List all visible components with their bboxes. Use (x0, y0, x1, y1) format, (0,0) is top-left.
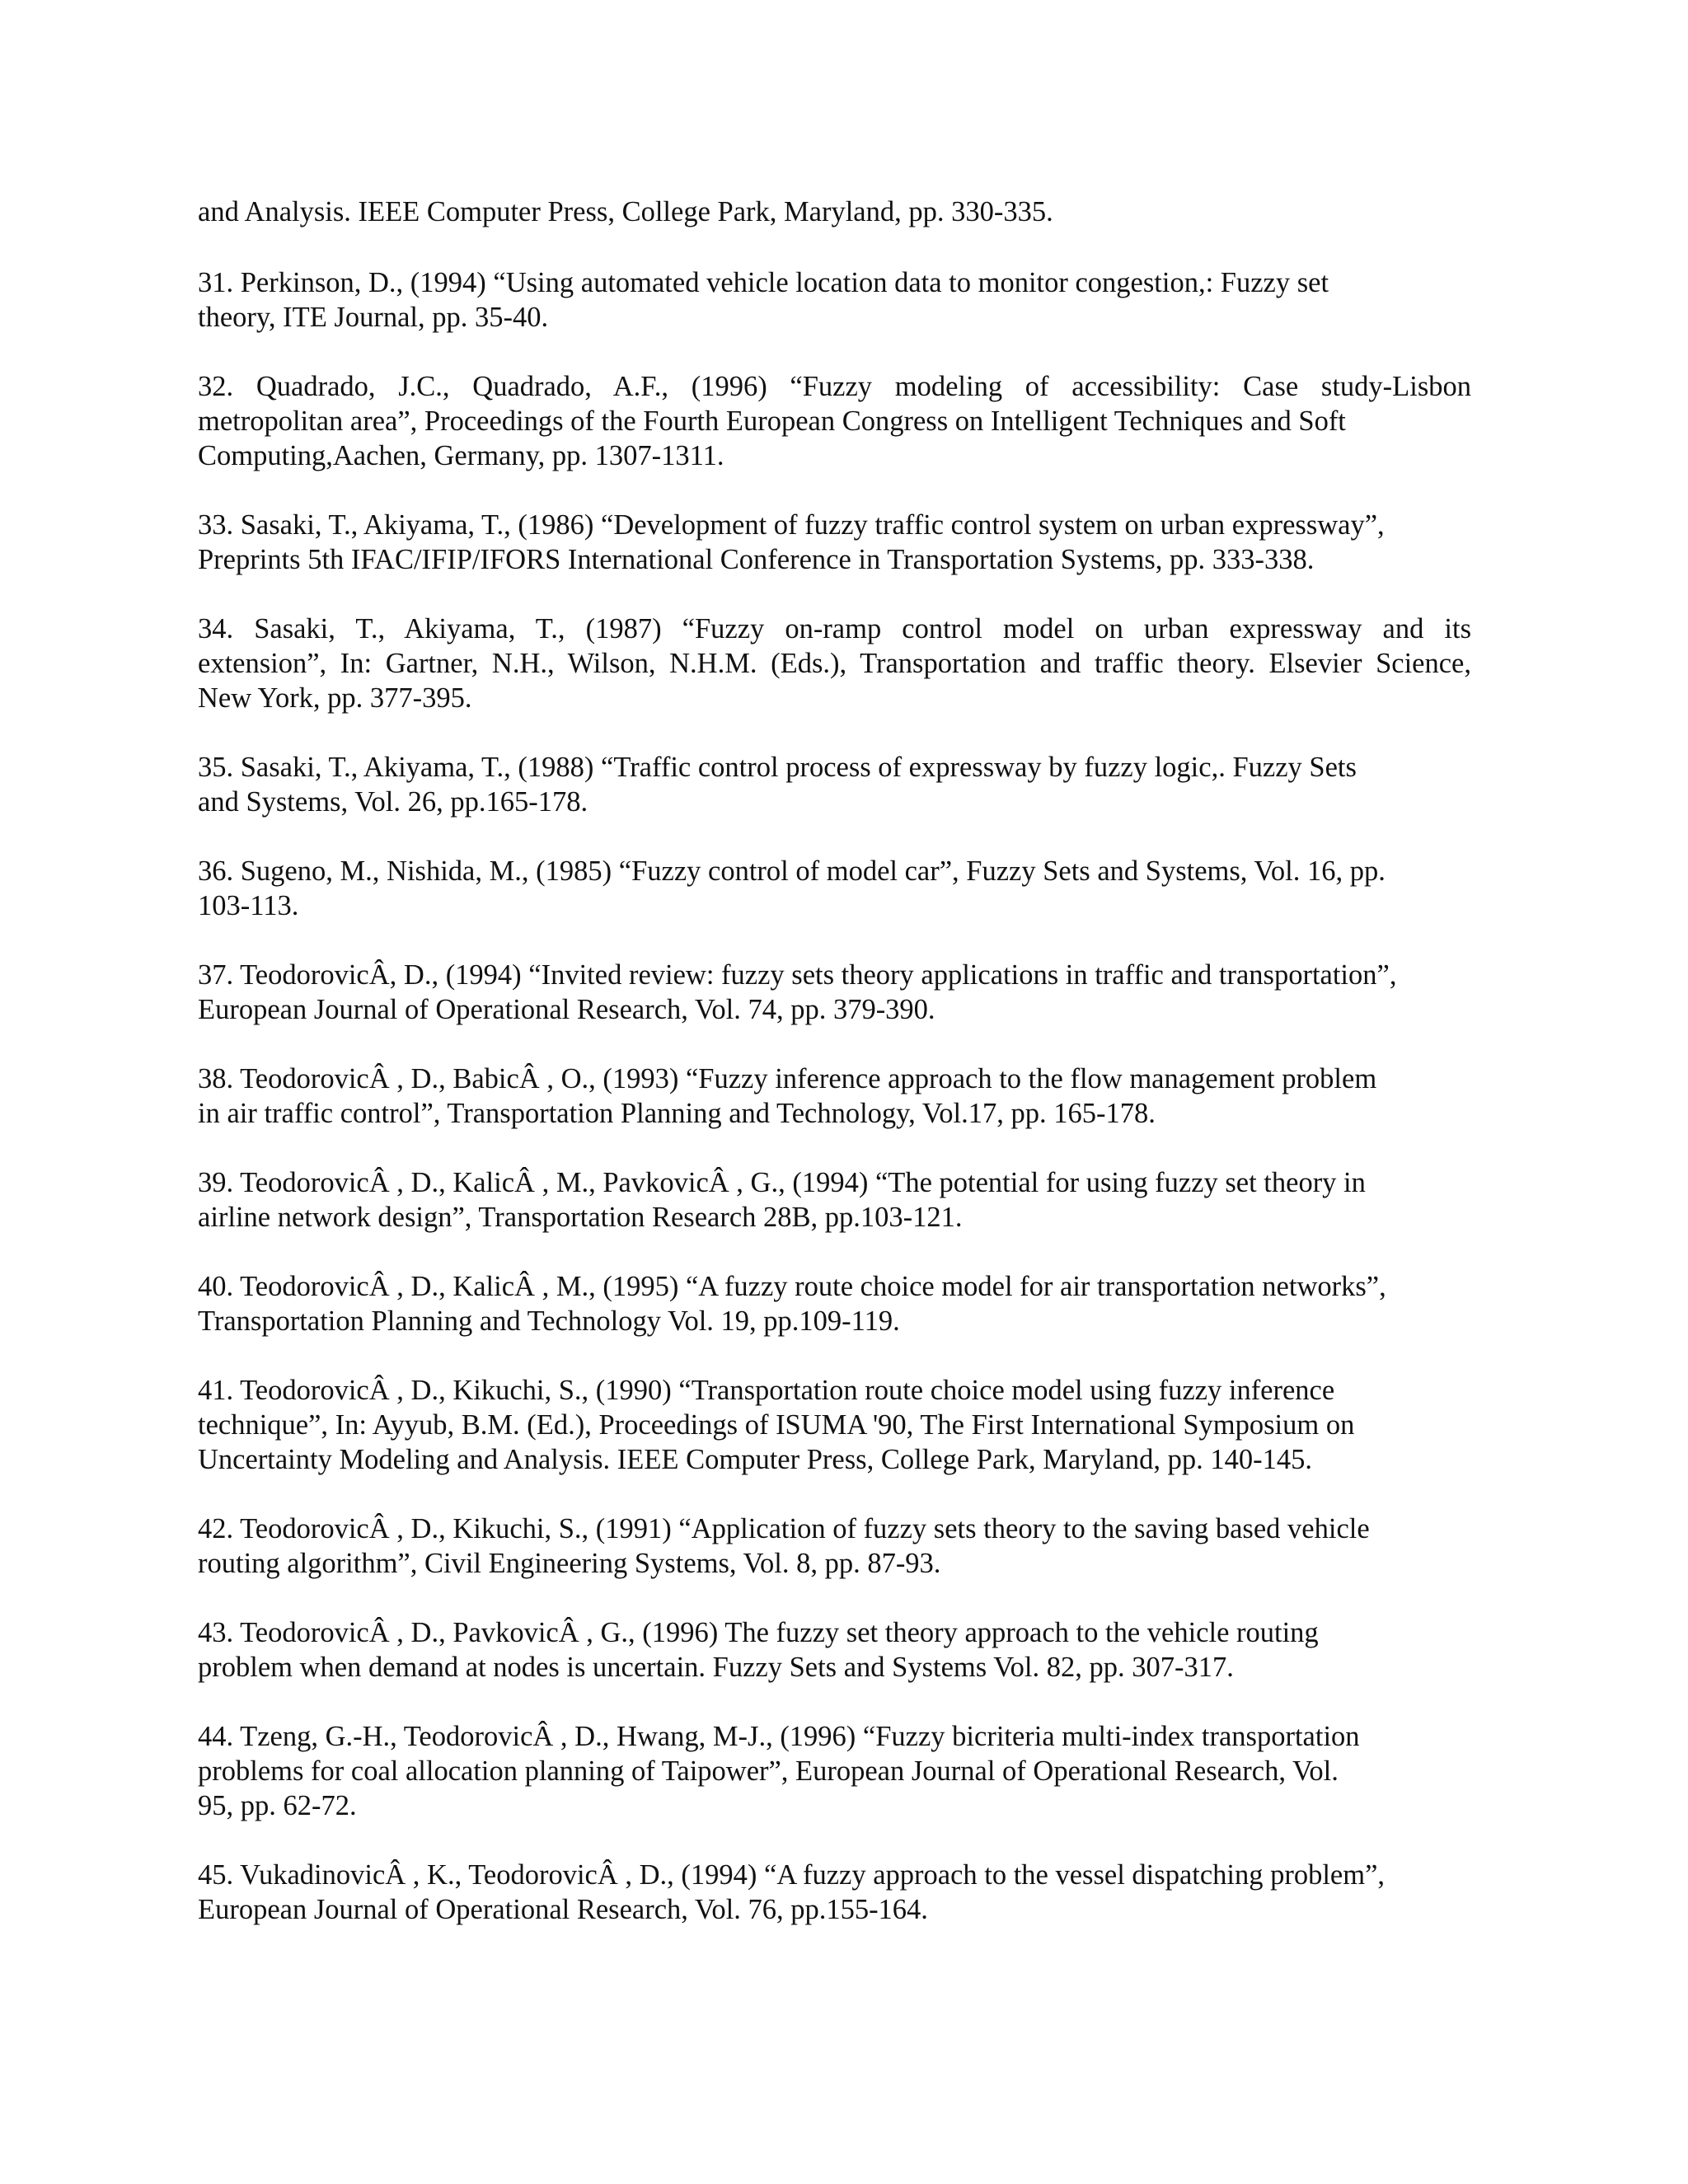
reference-line: 37. TeodorovicÂ, D., (1994) “Invited review: fuzzy sets theory applications in traffic and transportation”, (198, 959, 1397, 991)
reference-line: 42. TeodorovicÂ , D., Kikuchi, S., (1991) “Application of fuzzy sets theory to the saving based vehicle (198, 1513, 1370, 1544)
reference-33 (198, 508, 1471, 577)
reference-line: 31. Perkinson, D., (1994) “Using automated vehicle location data to monitor congestion,: Fuzzy set (198, 267, 1329, 298)
reference-line: technique”, In: Ayyub, B.M. (Ed.), Proceedings of ISUMA '90, The First International Symposium on (198, 1409, 1355, 1441)
reference-continuation (198, 194, 1471, 229)
reference-line: 35. Sasaki, T., Akiyama, T., (1988) “Traffic control process of expressway by fuzzy logic,. Fuzzy Sets (198, 752, 1357, 783)
reference-line: 45. VukadinovicÂ , K., TeodorovicÂ , D., (1994) “A fuzzy approach to the vessel dispatching problem”, (198, 1859, 1386, 1891)
reference-32 (198, 369, 1471, 473)
reference-line: problem when demand at nodes is uncertain. Fuzzy Sets and Systems Vol. 82, pp. 307-317. (198, 1652, 1234, 1683)
reference-line: 43. TeodorovicÂ , D., PavkovicÂ , G., (1996) The fuzzy set theory approach to the vehicle routing (198, 1617, 1319, 1648)
reference-line: Transportation Planning and Technology Vol. 19, pp.109-119. (198, 1305, 900, 1337)
reference-39 (198, 1165, 1471, 1235)
reference-45 (198, 1858, 1471, 1927)
reference-line: 33. Sasaki, T., Akiyama, T., (1986) “Development of fuzzy traffic control system on urban expressway”, (198, 509, 1385, 541)
reference-line: problems for coal allocation planning of Taipower”, European Journal of Operational Research, Vol. (198, 1755, 1339, 1787)
reference-43 (198, 1615, 1471, 1685)
reference-line: European Journal of Operational Research, Vol. 76, pp.155-164. (198, 1894, 928, 1925)
reference-line: 103-113. (198, 890, 299, 921)
reference-37 (198, 958, 1471, 1027)
reference-line: European Journal of Operational Research, Vol. 74, pp. 379-390. (198, 994, 935, 1025)
reference-31 (198, 265, 1471, 335)
reference-36 (198, 854, 1471, 923)
reference-list (198, 194, 1471, 1961)
reference-line: 32. Quadrado, J.C., Quadrado, A.F., (1996) “Fuzzy modeling of accessibility: Case study-Lisbon (198, 371, 1471, 402)
reference-line: and Systems, Vol. 26, pp.165-178. (198, 786, 588, 818)
reference-line: 38. TeodorovicÂ , D., BabicÂ , O., (1993) “Fuzzy inference approach to the flow management problem (198, 1063, 1377, 1094)
reference-35 (198, 750, 1471, 819)
reference-44 (198, 1719, 1471, 1823)
reference-line: Uncertainty Modeling and Analysis. IEEE Computer Press, College Park, Maryland, pp. 140-145. (198, 1444, 1312, 1475)
reference-38 (198, 1062, 1471, 1131)
reference-line: 39. TeodorovicÂ , D., KalicÂ , M., PavkovicÂ , G., (1994) “The potential for using fuzzy set theory in (198, 1167, 1366, 1198)
reference-line: 34. Sasaki, T., Akiyama, T., (1987) “Fuzzy on-ramp control model on urban expressway and its (198, 613, 1471, 644)
reference-34 (198, 612, 1471, 715)
reference-line: 95, pp. 62-72. (198, 1790, 357, 1821)
reference-42 (198, 1511, 1471, 1581)
reference-line: 44. Tzeng, G.-H., TeodorovicÂ , D., Hwang, M-J., (1996) “Fuzzy bicriteria multi-index transportation (198, 1721, 1360, 1752)
reference-line: 36. Sugeno, M., Nishida, M., (1985) “Fuzzy control of model car”, Fuzzy Sets and Systems, Vol. 16, pp. (198, 855, 1386, 887)
reference-41 (198, 1373, 1471, 1477)
reference-line: Computing,Aachen, Germany, pp. 1307-1311. (198, 440, 724, 471)
reference-line: extension”, In: Gartner, N.H., Wilson, N.H.M. (Eds.), Transportation and traffic theory. Elsevier Science, (198, 648, 1471, 679)
reference-line: in air traffic control”, Transportation Planning and Technology, Vol.17, pp. 165-178. (198, 1098, 1156, 1129)
reference-line: metropolitan area”, Proceedings of the Fourth European Congress on Intelligent Techniques and Soft (198, 405, 1346, 437)
reference-line: and Analysis. IEEE Computer Press, College Park, Maryland, pp. 330-335. (198, 196, 1053, 227)
reference-line: 41. TeodorovicÂ , D., Kikuchi, S., (1990) “Transportation route choice model using fuzzy inference (198, 1375, 1335, 1406)
reference-line: Preprints 5th IFAC/IFIP/IFORS International Conference in Transportation Systems, pp. 333-338. (198, 544, 1315, 575)
reference-40 (198, 1269, 1471, 1338)
reference-line: New York, pp. 377-395. (198, 682, 472, 714)
reference-line: airline network design”, Transportation Research 28B, pp.103-121. (198, 1202, 963, 1233)
reference-line: 40. TeodorovicÂ , D., KalicÂ , M., (1995) “A fuzzy route choice model for air transportation networks”, (198, 1271, 1386, 1302)
reference-line: routing algorithm”, Civil Engineering Systems, Vol. 8, pp. 87-93. (198, 1548, 941, 1579)
reference-line: theory, ITE Journal, pp. 35-40. (198, 302, 549, 333)
